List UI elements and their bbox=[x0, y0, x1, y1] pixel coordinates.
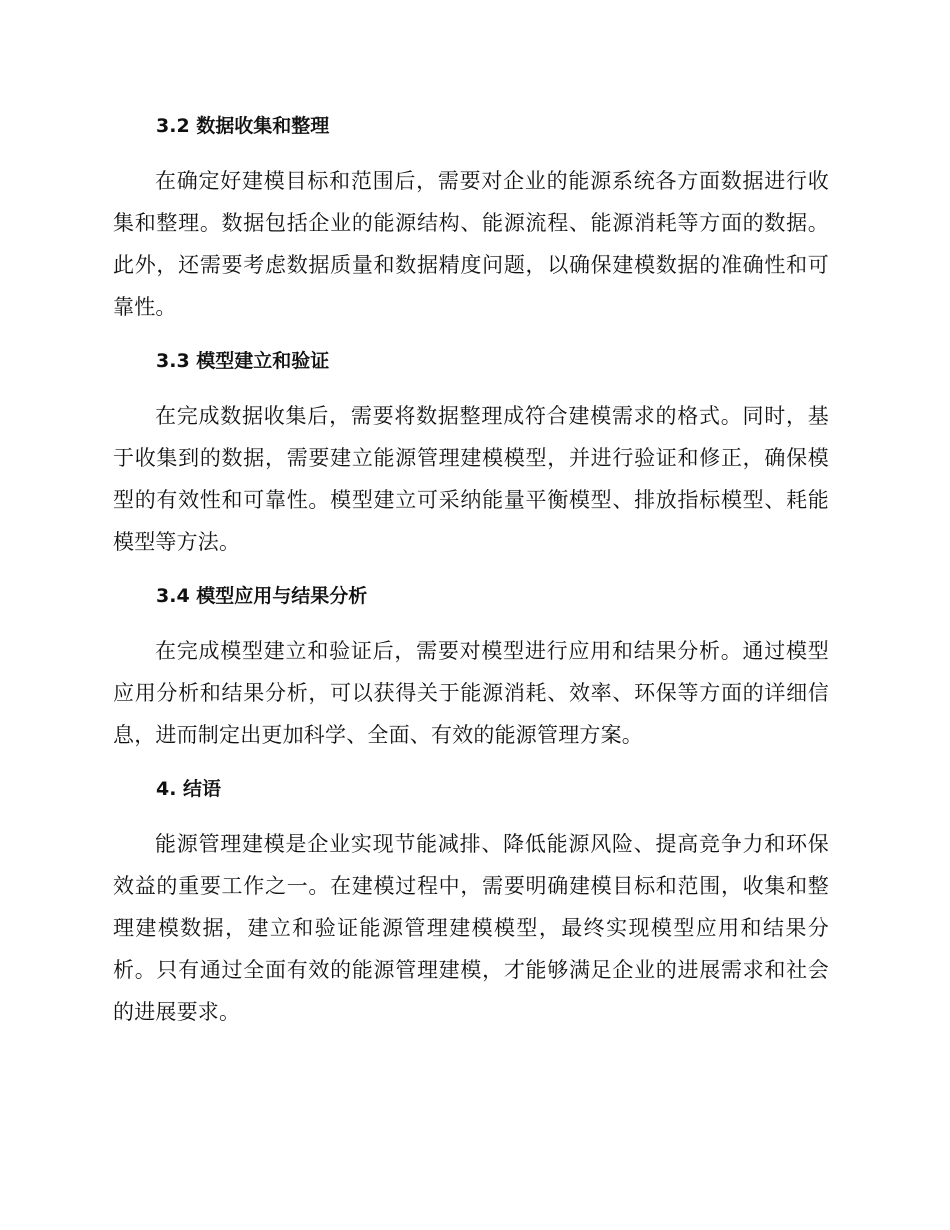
section-heading: 3.3 模型建立和验证 bbox=[156, 350, 330, 372]
section-3-2 bbox=[113, 106, 829, 328]
document-page bbox=[113, 106, 829, 1046]
section-4-conclusion bbox=[113, 769, 829, 1033]
section-3-4 bbox=[113, 576, 829, 756]
section-heading: 3.2 数据收集和整理 bbox=[156, 115, 330, 137]
section-heading: 3.4 模型应用与结果分析 bbox=[156, 585, 368, 607]
section-paragraph: 能源管理建模是企业实现节能减排、降低能源风险、提高竞争力和环保效益的重要工作之一。在建模过程中，需要明确建模目标和范围，收集和整理建模数据，建立和验证能源管理建模模型，最终实现模型应用和结果分析。只有通过全面有效的能源管理建模，才能够满足企业的进展需求和社会的进展要求。 bbox=[113, 832, 829, 1024]
section-heading: 4. 结语 bbox=[156, 778, 222, 800]
section-paragraph: 在完成模型建立和验证后，需要对模型进行应用和结果分析。通过模型应用分析和结果分析，可以获得关于能源消耗、效率、环保等方面的详细信息，进而制定出更加科学、全面、有效的能源管理方案。 bbox=[113, 639, 829, 747]
section-paragraph: 在完成数据收集后，需要将数据整理成符合建模需求的格式。同时，基于收集到的数据，需要建立能源管理建模模型，并进行验证和修正，确保模型的有效性和可靠性。模型建立可采纳能量平衡模型、排放指标模型、耗能模型等方法。 bbox=[113, 404, 829, 554]
section-paragraph: 在确定好建模目标和范围后，需要对企业的能源系统各方面数据进行收集和整理。数据包括企业的能源结构、能源流程、能源消耗等方面的数据。此外，还需要考虑数据质量和数据精度问题，以确保建模数据的准确性和可靠性。 bbox=[113, 169, 829, 319]
section-3-3 bbox=[113, 341, 829, 563]
